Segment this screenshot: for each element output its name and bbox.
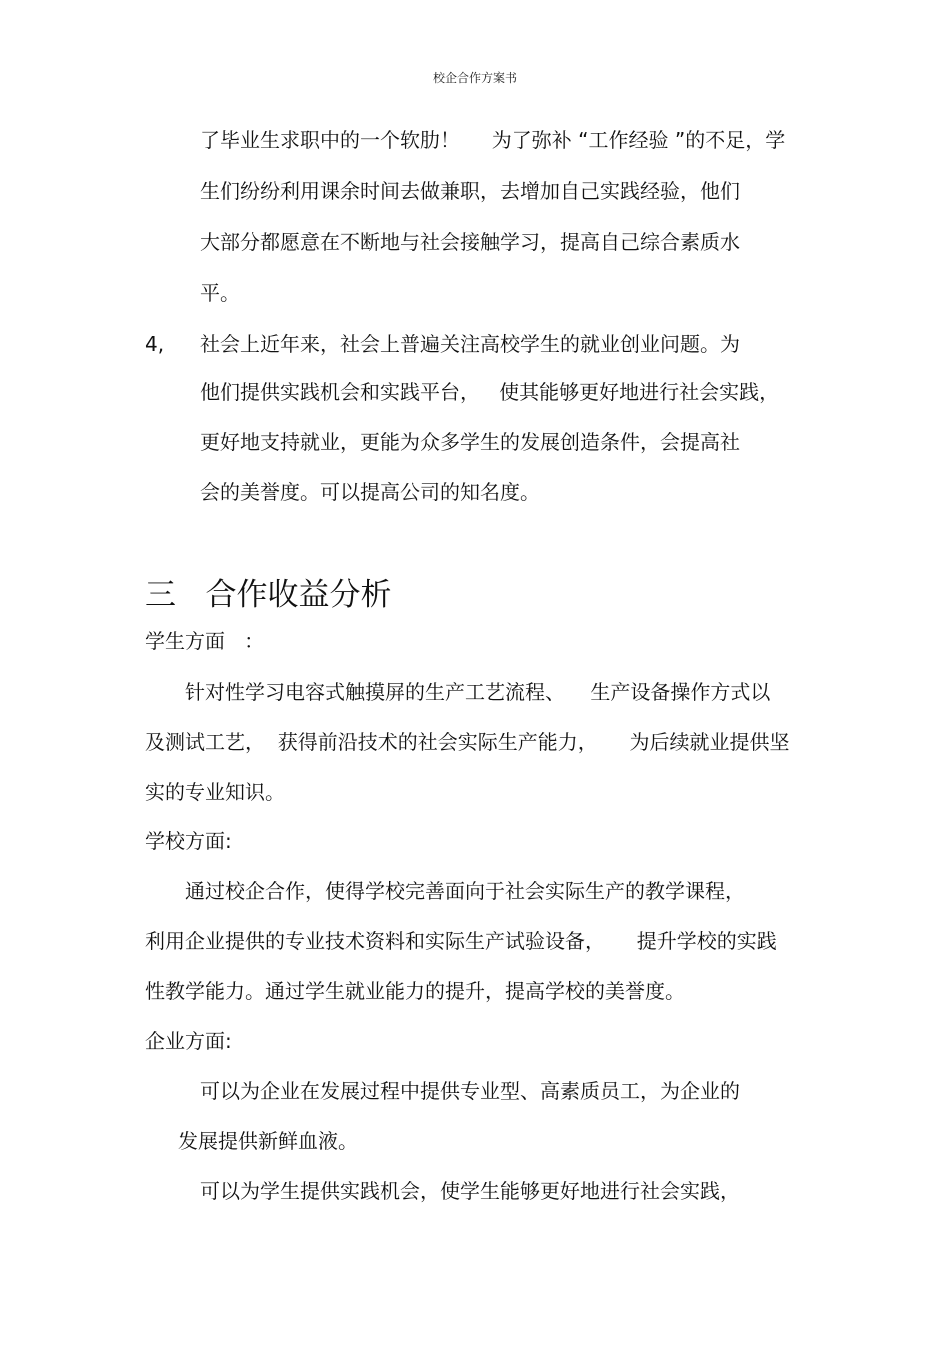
paragraph-line: 利用企业提供的专业技术资料和实际生产试验设备， 提升学校的实践 (145, 929, 777, 953)
paragraph-line: 发展提供新鲜血液。 (178, 1129, 358, 1153)
page-header-title: 校企合作方案书 (432, 71, 517, 85)
subsection-label: 学校方面: (145, 829, 232, 853)
paragraph-line: 通过校企合作，使得学校完善面向于社会实际生产的教学课程， (185, 879, 745, 903)
paragraph-line: 可以为企业在发展过程中提供专业型、高素质员工，为企业的 (200, 1079, 740, 1103)
paragraph-line: 社会上近年来，社会上普遍关注高校学生的就业创业问题。为 (200, 332, 740, 356)
paragraph-line: 针对性学习电容式触摸屏的生产工艺流程、 生产设备操作方式以 (185, 680, 771, 704)
paragraph-line: 性教学能力。通过学生就业能力的提升，提高学校的美誉度。 (145, 979, 685, 1003)
list-item-number: 4, (145, 332, 165, 356)
paragraph-line: 了毕业生求职中的一个软肋！ 为了弥补 “工作经验 ”的不足，学 (200, 128, 786, 152)
paragraph-line: 可以为学生提供实践机会，使学生能够更好地进行社会实践， (200, 1179, 740, 1203)
paragraph-line: 平。 (200, 281, 240, 305)
paragraph-line: 实的专业知识。 (145, 780, 285, 804)
section-heading: 三 合作收益分析 (145, 577, 392, 613)
paragraph-line: 更好地支持就业，更能为众多学生的发展创造条件，会提高社 (200, 430, 740, 454)
subsection-label: 学生方面 ： (145, 629, 265, 653)
paragraph-line: 会的美誉度。可以提高公司的知名度。 (200, 480, 540, 504)
subsection-label: 企业方面: (145, 1029, 232, 1053)
paragraph-line: 他们提供实践机会和实践平台， 使其能够更好地进行社会实践， (200, 380, 780, 404)
paragraph-line: 大部分都愿意在不断地与社会接触学习，提高自己综合素质水 (200, 230, 740, 254)
paragraph-line: 生们纷纷利用课余时间去做兼职，去增加自己实践经验，他们 (200, 179, 740, 203)
paragraph-line: 及测试工艺， 获得前沿技术的社会实际生产能力， 为后续就业提供坚 (145, 730, 790, 754)
